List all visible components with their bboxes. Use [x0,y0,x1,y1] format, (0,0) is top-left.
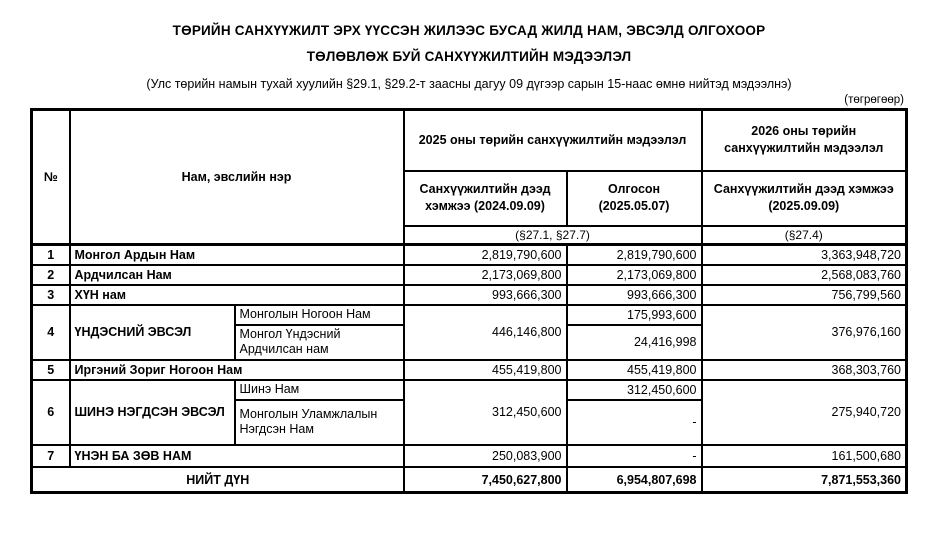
granted-amount: - [567,445,702,467]
coalition-row-6-member-1 [32,380,907,400]
party-name: ҮНЭН БА ЗӨВ НАМ [70,445,404,467]
max-2026-amount: 161,500,680 [702,445,907,467]
header-ref-2025: (§27.1, §27.7) [404,226,702,245]
header-ref-2026: (§27.4) [702,226,907,245]
granted-amount: 175,993,600 [567,305,702,325]
granted-amount: 993,666,300 [567,285,702,305]
party-row-1 [32,245,907,265]
max-2026-amount: 756,799,560 [702,285,907,305]
total-max-2026: 7,871,553,360 [702,467,907,493]
party-name: Ардчилсан Нам [70,265,404,285]
max-2025-amount: 993,666,300 [404,285,567,305]
row-number: 5 [32,360,70,380]
granted-amount: 24,416,998 [567,325,702,360]
max-2026-amount: 275,940,720 [702,380,907,445]
granted-amount: 2,819,790,600 [567,245,702,265]
max-2026-amount: 3,363,948,720 [702,245,907,265]
row-number: 2 [32,265,70,285]
legal-subtitle: (Улс төрийн намын тухай хуулийн §29.1, §29.2-т заасны дагуу 09 дүгээр сарын 15-наас өмнө нийтэд мэдээлнэ) [146,77,792,91]
header-2025-group: 2025 оны төрийн санхүүжилтийн мэдээлэл [404,110,702,171]
header-no: № [32,110,70,245]
row-number: 7 [32,445,70,467]
party-row-3 [32,285,907,305]
max-2026-amount: 2,568,083,760 [702,265,907,285]
party-row-7 [32,445,907,467]
party-row-5 [32,360,907,380]
header-2026-group: 2026 оны төрийн санхүүжилтийн мэдээлэл [702,110,907,171]
party-name: Монгол Ардын Нам [70,245,404,265]
max-2025-amount: 2,819,790,600 [404,245,567,265]
title-line-2: ТӨЛӨВЛӨЖ БУЙ САНХҮҮЖИЛТИЙН МЭДЭЭЛЭЛ [306,49,632,64]
total-max-2025: 7,450,627,800 [404,467,567,493]
total-row [32,467,907,493]
granted-amount: - [567,400,702,445]
member-party-name: Шинэ Нам [235,380,404,400]
row-number: 3 [32,285,70,305]
max-2025-amount: 455,419,800 [404,360,567,380]
max-2025-amount: 446,146,800 [404,305,567,360]
max-2025-amount: 250,083,900 [404,445,567,467]
row-number: 4 [32,305,70,360]
member-party-name: Монголын Уламжлалын Нэгдсэн Нам [235,400,404,445]
title-line-1: ТӨРИЙН САНХҮҮЖИЛТ ЭРХ ҮҮССЭН ЖИЛЭЭС БУСАД ЖИЛД НАМ, ЭВСЭЛД ОЛГОХООР [172,23,766,38]
party-row-2 [32,265,907,285]
row-number: 1 [32,245,70,265]
total-label: НИЙТ ДҮН [32,467,404,493]
member-party-name: Монголын Ногоон Нам [235,305,404,325]
max-2025-amount: 2,173,069,800 [404,265,567,285]
granted-amount: 312,450,600 [567,380,702,400]
header-max-2026: Санхүүжилтийн дээд хэмжээ (2025.09.09) [702,171,907,226]
max-2026-amount: 376,976,160 [702,305,907,360]
header-party-name: Нам, эвслийн нэр [70,110,404,245]
granted-amount: 2,173,069,800 [567,265,702,285]
header-row-groups [32,110,907,171]
party-name: Иргэний Зориг Ногоон Нам [70,360,404,380]
max-2025-amount: 312,450,600 [404,380,567,445]
header-granted: Олгосон (2025.05.07) [567,171,702,226]
financing-table [30,108,908,494]
coalition-name: ШИНЭ НЭГДСЭН ЭВСЭЛ [70,380,235,445]
max-2026-amount: 368,303,760 [702,360,907,380]
party-name: ХҮН нам [70,285,404,305]
total-granted: 6,954,807,698 [567,467,702,493]
header-max-2025: Санхүүжилтийн дээд хэмжээ (2024.09.09) [404,171,567,226]
currency-note: (төгрөгөөр) [844,94,904,106]
granted-amount: 455,419,800 [567,360,702,380]
coalition-name: ҮНДЭСНИЙ ЭВСЭЛ [70,305,235,360]
page-title [0,0,938,64]
row-number: 6 [32,380,70,445]
coalition-row-4-member-1 [32,305,907,325]
member-party-name: Монгол Үндэсний Ардчилсан нам [235,325,404,360]
